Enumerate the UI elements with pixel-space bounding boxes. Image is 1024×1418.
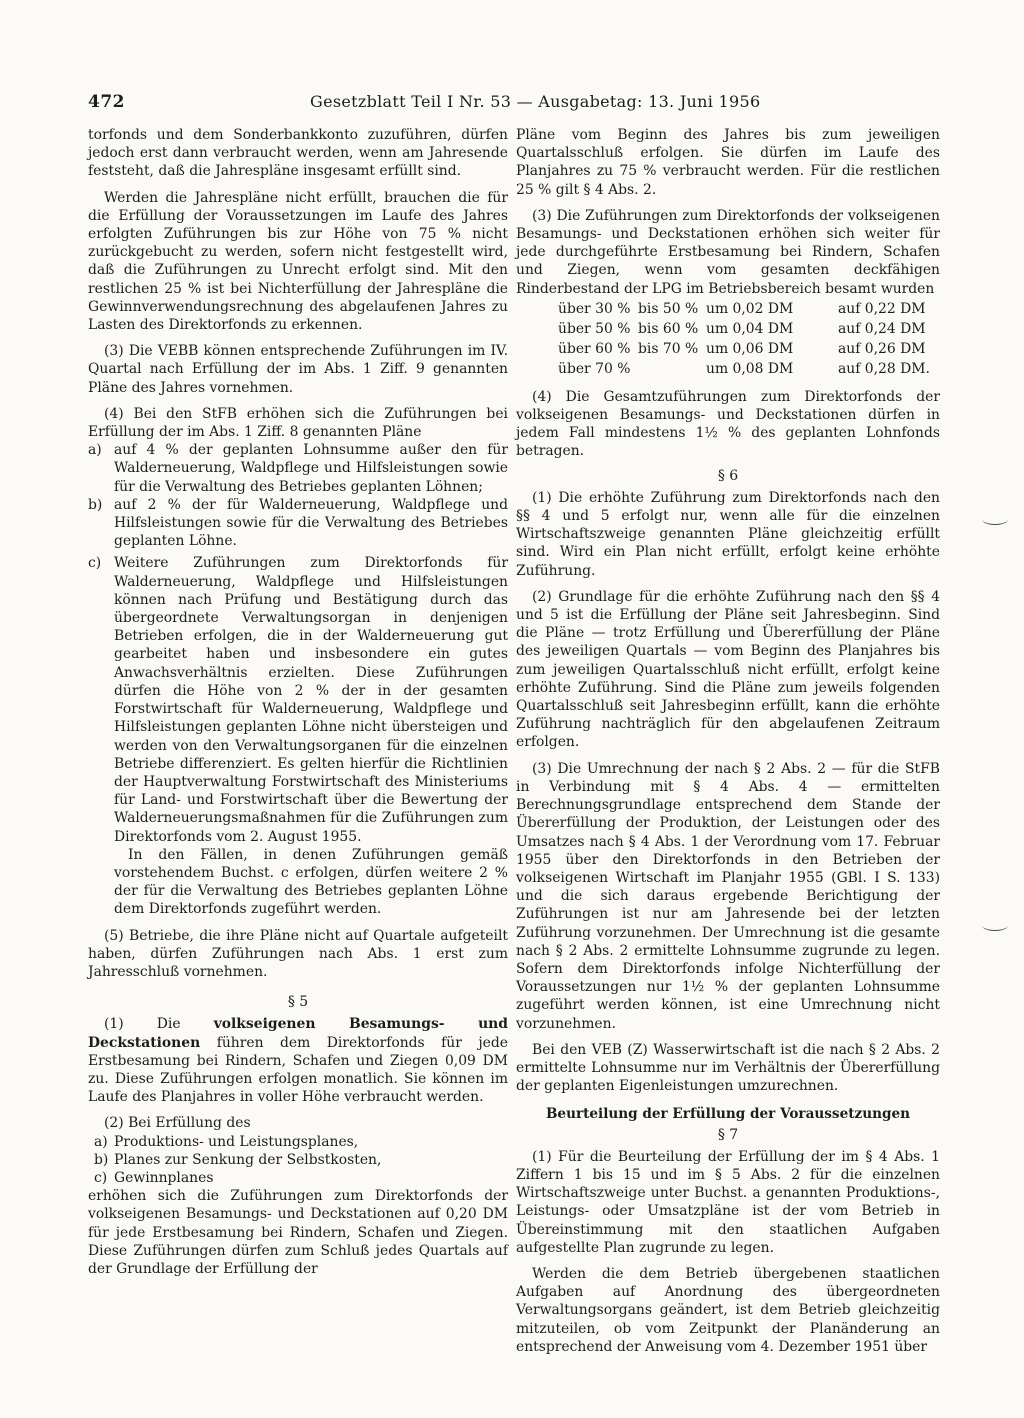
rate-to: bis 60 % bbox=[638, 320, 699, 337]
rate-row bbox=[558, 340, 940, 360]
paragraph: (4) Die Gesamtzuführungen zum Direktorfonds der volkseigenen Besamungs- und Deckstationen dürfen in jedem Fall mindestens 1½ % des geplanten Lohnfonds betragen. bbox=[516, 388, 940, 460]
list-label: a) bbox=[88, 442, 102, 459]
section-heading: § 5 bbox=[287, 994, 309, 1011]
rate-amount: um 0,04 DM bbox=[706, 320, 794, 337]
list-label: a) bbox=[94, 1133, 108, 1150]
rate-row bbox=[558, 300, 940, 320]
rate-row bbox=[558, 360, 940, 380]
list-text: Planes zur Senkung der Selbstkosten, bbox=[114, 1151, 382, 1168]
margin-mark-icon bbox=[982, 920, 1008, 931]
paragraph bbox=[88, 1015, 508, 1106]
list-text: auf 4 % der geplanten Lohnsumme außer den für Walderneuerung, Waldpflege und Hilfsleistungen sowie für die Verwaltung des Betriebes geplanten Löhnen; bbox=[114, 442, 508, 495]
paragraph: In den Fällen, in denen Zuführungen gemäß vorstehendem Buchst. c erfolgen, dürfen weitere 2 % der für die Verwaltung des Betriebes geplanten Löhne dem Direktorfonds zugeführt werden. bbox=[114, 846, 508, 918]
paragraph: Bei den VEB (Z) Wasserwirtschaft ist die nach § 2 Abs. 2 ermittelte Lohnsumme nur im Verhältnis der Übererfüllung der geplanten Eigenleistungen umzurechnen. bbox=[516, 1041, 940, 1095]
paragraph: (3) Die Umrechnung der nach § 2 Abs. 2 — für die StFB in Verbindung mit § 4 Abs. 4 — ermittelten Berechnungsgrundlage entsprechend dem Stande der Übererfüllung der Produktion, der Leistungen oder des Umsatzes nach § 4 Abs. 1 der Verordnung vom 17. Februar 1955 über den Direktorfonds in den Betrieben der volkseigenen Wirtschaft im Planjahr 1955 (GBl. I S. 133) und die sich daraus ergebende Berichtigung der Zuführungen ist nur am Jahresende bei der letzten Zuführung vorzunehmen. Der Umrechnung ist die gesamte nach § 2 Abs. 2 ermittelte Lohnsumme zugrunde zu legen. Sofern dem Direktorfonds infolge Nichterfüllung der Voraussetzungen nur 1½ % der geplanten Lohnsumme zugeführt werden können, ist eine Umrechnung nicht vorzunehmen. bbox=[516, 760, 940, 1032]
list-item bbox=[88, 441, 508, 496]
rate-amount: um 0,08 DM bbox=[706, 360, 794, 377]
list-label: c) bbox=[94, 1169, 108, 1186]
right-column bbox=[516, 126, 940, 1356]
section-heading: § 6 bbox=[717, 467, 739, 484]
list-item bbox=[88, 554, 508, 845]
rate-row bbox=[558, 320, 940, 340]
paragraph: erhöhen sich die Zuführungen zum Direktorfonds der volkseigenen Besamungs- und Deckstationen auf 0,20 DM für jede Erstbesamung bei Rindern, Schafen und Ziegen. Diese Zuführungen dürfen zum Schluß jedes Quartals auf der Grundlage der Erfüllung der bbox=[88, 1188, 508, 1277]
list-label: b) bbox=[94, 1151, 109, 1168]
rate-from: über 70 % bbox=[558, 360, 631, 377]
subsection-heading: Beurteilung der Erfüllung der Voraussetzungen bbox=[545, 1106, 911, 1123]
rate-from: über 30 % bbox=[558, 300, 631, 317]
paragraph: (1) Die erhöhte Zuführung zum Direktorfonds nach den §§ 4 und 5 erfolgt nur, wenn alle für die einzelnen Wirtschaftszweige genannten Pläne gleichzeitig erfüllt sind. Wird ein Plan nicht erfüllt, erfolgt keine erhöhte Zuführung. bbox=[516, 489, 940, 579]
rate-total: auf 0,28 DM. bbox=[838, 360, 930, 377]
list-text: auf 2 % der für Walderneuerung, Waldpflege und Hilfsleistungen sowie für die Verwaltung des Betriebes geplanten Löhne. bbox=[114, 496, 508, 550]
text-run: (1) Die bbox=[104, 1016, 181, 1033]
rate-total: auf 0,22 DM bbox=[838, 300, 926, 317]
list-text: Gewinnplanes bbox=[114, 1169, 214, 1186]
text-run: führen dem Direktorfonds für jede Erstbesamung bei Rindern, Schafen und Ziegen 0,09 DM zu. Diese Zuführungen erfolgen monatlich. Sie können im Laufe des Planjahres in voller Höhe verbraucht werden. bbox=[88, 1034, 508, 1106]
list-label: b) bbox=[88, 496, 103, 513]
paragraph: (5) Betriebe, die ihre Pläne nicht auf Quartale aufgeteilt haben, dürfen Zuführungen nach Abs. 1 erst zum Jahresschluß vornehmen. bbox=[88, 927, 508, 980]
rate-amount: um 0,06 DM bbox=[706, 340, 794, 357]
list-item bbox=[88, 496, 508, 551]
list-item bbox=[88, 1151, 508, 1169]
list-item bbox=[88, 1133, 508, 1151]
list-item bbox=[88, 1169, 508, 1187]
rate-to: bis 70 % bbox=[638, 340, 699, 357]
rate-total: auf 0,24 DM bbox=[838, 320, 926, 337]
paragraph: Pläne vom Beginn des Jahres bis zum jeweiligen Quartalsschluß erfolgen. Sie dürfen im Laufe des Planjahres zu 75 % verbraucht werden. Für die restlichen 25 % gilt § 4 Abs. 2. bbox=[516, 127, 940, 198]
left-column bbox=[88, 126, 508, 1278]
list-text: Weitere Zuführungen zum Direktorfonds für Walderneuerung, Waldpflege und Hilfsleistungen können nach Prüfung und Bestätigung durch das übergeordnete Verwaltungsorgan in denjenigen Betrieben erfolgen, die in der Walderneuerung gut gearbeitet haben und insbesondere ein gutes Anwachsverhältnis erzielten. Diese Zuführungen dürfen die Höhe von 2 % der in der gesamten Forstwirtschaft für Walderneuerung, Waldpflege und Hilfsleistungen geplanten Löhne nicht übersteigen und werden von den Verwaltungsorganen für die einzelnen Betriebe differenziert. Es gelten hierfür die Richtlinien der Hauptverwaltung Forstwirtschaft des Ministeriums für Land- und Forstwirtschaft über die Bewertung der Walderneuerungsmaßnahmen für die Zuführungen zum Direktorfonds vom 2. August 1955. bbox=[114, 555, 508, 845]
page-number: 472 bbox=[88, 92, 125, 112]
section-heading: § 7 bbox=[717, 1126, 739, 1143]
paragraph: torfonds und dem Sonderbankkonto zuzuführen, dürfen jedoch erst dann verbraucht werden, wenn am Jahresende feststeht, daß die Jahrespläne insgesamt erfüllt sind. bbox=[88, 127, 508, 180]
rate-to: bis 50 % bbox=[638, 300, 699, 317]
rate-from: über 60 % bbox=[558, 340, 631, 357]
margin-mark-icon bbox=[982, 514, 1008, 525]
paragraph: (2) Grundlage für die erhöhte Zuführung nach den §§ 4 und 5 ist die Erfüllung der Pläne seit Jahresbeginn. Sind die Pläne — trotz Erfüllung und Übererfüllung der Pläne des jeweiligen Quartals — vom Beginn des Planjahres bis zum jeweiligen Quartalsschluß nicht erfüllt, erfolgt keine erhöhte Zuführung. Sind die Pläne zum jeweils folgenden Quartalsschluß seit Jahresbeginn erfüllt, kann die erhöhte Zuführung nachträglich für den abgelaufenen Zeitraum erfolgen. bbox=[516, 588, 940, 751]
list-label: c) bbox=[88, 555, 102, 572]
bold-text: volkseigenen Besamungs- und Deckstationen bbox=[88, 1016, 508, 1051]
list-text: Produktions- und Leistungsplanes, bbox=[114, 1133, 359, 1150]
rate-amount: um 0,02 DM bbox=[706, 300, 794, 317]
rate-from: über 50 % bbox=[558, 320, 631, 337]
paragraph: Werden die dem Betrieb übergebenen staatlichen Aufgaben auf Anordnung des übergeordneten Verwaltungsorgans geändert, ist dem Betrieb gleichzeitig mitzuteilen, ob vom Zeitpunkt der Planänderung an entsprechend der Anweisung vom 4. Dezember 1951 über bbox=[516, 1265, 940, 1355]
paragraph: (2) Bei Erfüllung des bbox=[104, 1115, 251, 1132]
paragraph: (1) Für die Beurteilung der Erfüllung der im § 4 Abs. 1 Ziffern 1 bis 15 und im § 5 Abs. 2 für die einzelnen Wirtschaftszweige unter Buchst. a genannten Produktions-, Leistungs- oder Umsatzpläne ist der vom Betrieb in Übereinstimmung mit den staatlichen Aufgaben aufgestellte Plan zugrunde zu legen. bbox=[516, 1148, 940, 1256]
paragraph: (3) Die VEBB können entsprechende Zuführungen im IV. Quartal nach Erfüllung der im Abs. 1 Ziff. 9 genannten Pläne des Jahres vornehmen. bbox=[88, 343, 508, 396]
paragraph: Werden die Jahrespläne nicht erfüllt, brauchen die für die Erfüllung der Voraussetzungen im Laufe des Jahres erfolgten Zuführungen bis zur Höhe von 75 % nicht zurückgebucht zu werden, sofern nicht festgestellt wird, daß die Zuführungen zu Unrecht erfolgt sind. Mit den restlichen 25 % ist bei Nichterfüllung der Jahrespläne die Gewinnverwendungsrechnung des abgelaufenen Jahres zu Lasten des Direktorfonds zu erkennen. bbox=[88, 189, 508, 334]
page-header bbox=[88, 92, 968, 116]
paragraph: (3) Die Zuführungen zum Direktorfonds der volkseigenen Besamungs- und Deckstationen erhöhen sich weiter für jede durchgeführte Erstbesamung bei Rindern, Schafen und Ziegen, wenn vom gesamten deckfähigen Rinderbestand der LPG im Betriebsbereich besamt wurden bbox=[516, 207, 940, 297]
paragraph: (4) Bei den StFB erhöhen sich die Zuführungen bei Erfüllung der im Abs. 1 Ziff. 8 genannten Pläne bbox=[88, 405, 508, 441]
rate-table bbox=[516, 300, 940, 380]
rate-total: auf 0,26 DM bbox=[838, 340, 926, 357]
gazette-title: Gesetzblatt Teil I Nr. 53 — Ausgabetag: 13. Juni 1956 bbox=[310, 92, 761, 111]
